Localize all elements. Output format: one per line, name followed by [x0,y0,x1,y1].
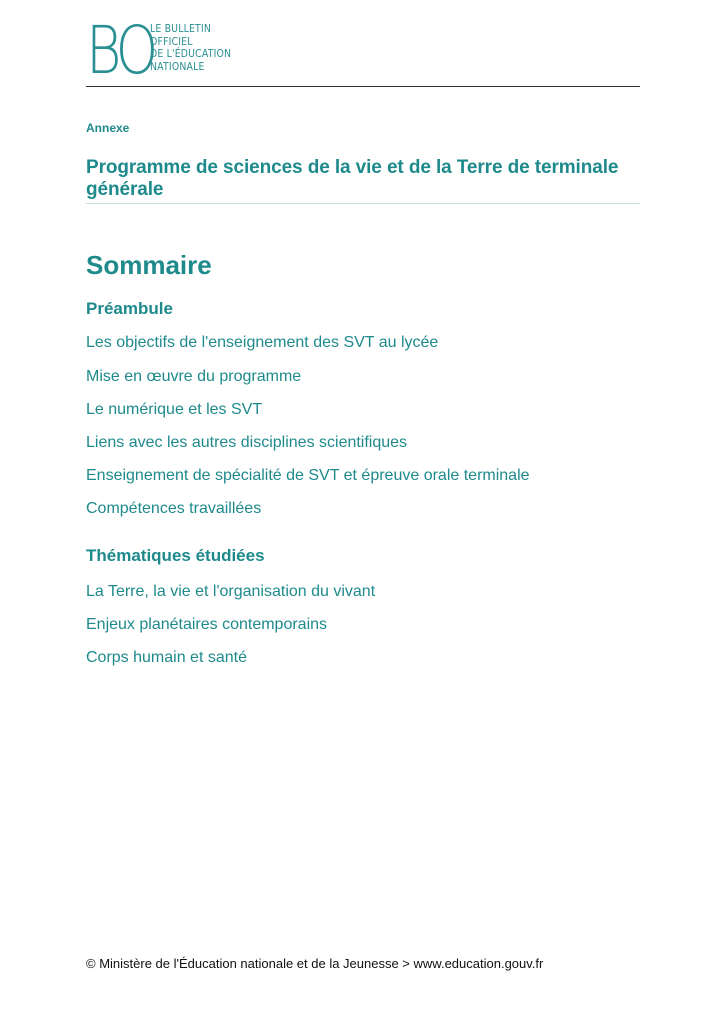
toc-item[interactable]: Compétences travaillées [86,500,262,517]
logo-text [150,23,231,73]
toc-section-thematiques[interactable]: Thématiques étudiées [86,546,265,565]
toc-item[interactable]: Corps humain et santé [86,649,247,666]
toc-item[interactable]: Mise en œuvre du programme [86,368,302,385]
toc-item[interactable]: Enseignement de spécialité de SVT et épreuve orale terminale [86,467,530,484]
toc-item[interactable]: Liens avec les autres disciplines scientifiques [86,434,408,451]
annex-label: Annexe [86,121,130,135]
title-divider [86,203,640,204]
logo-line: OFFICIEL [150,34,193,48]
toc-item[interactable]: Enjeux planétaires contemporains [86,616,328,633]
toc-heading: Sommaire [86,250,212,280]
toc-item[interactable]: Les objectifs de l'enseignement des SVT au lycée [86,334,439,351]
footer-copyright: © Ministère de l'Éducation nationale et de la Jeunesse > www.education.gouv.fr [86,956,544,971]
logo-line: NATIONALE [150,59,205,73]
logo-line: DE L'ÉDUCATION [150,47,232,60]
document-title: Programme de sciences de la vie et de la Terre de terminale générale [86,157,619,200]
logo-mark: BO [86,12,154,89]
header-divider [86,86,640,87]
toc-item[interactable]: La Terre, la vie et l'organisation du vivant [86,583,376,600]
toc-item[interactable]: Le numérique et les SVT [86,401,263,418]
bo-logo [86,12,246,89]
toc-section-preambule[interactable]: Préambule [86,299,173,318]
logo-line: LE BULLETIN [150,22,212,35]
